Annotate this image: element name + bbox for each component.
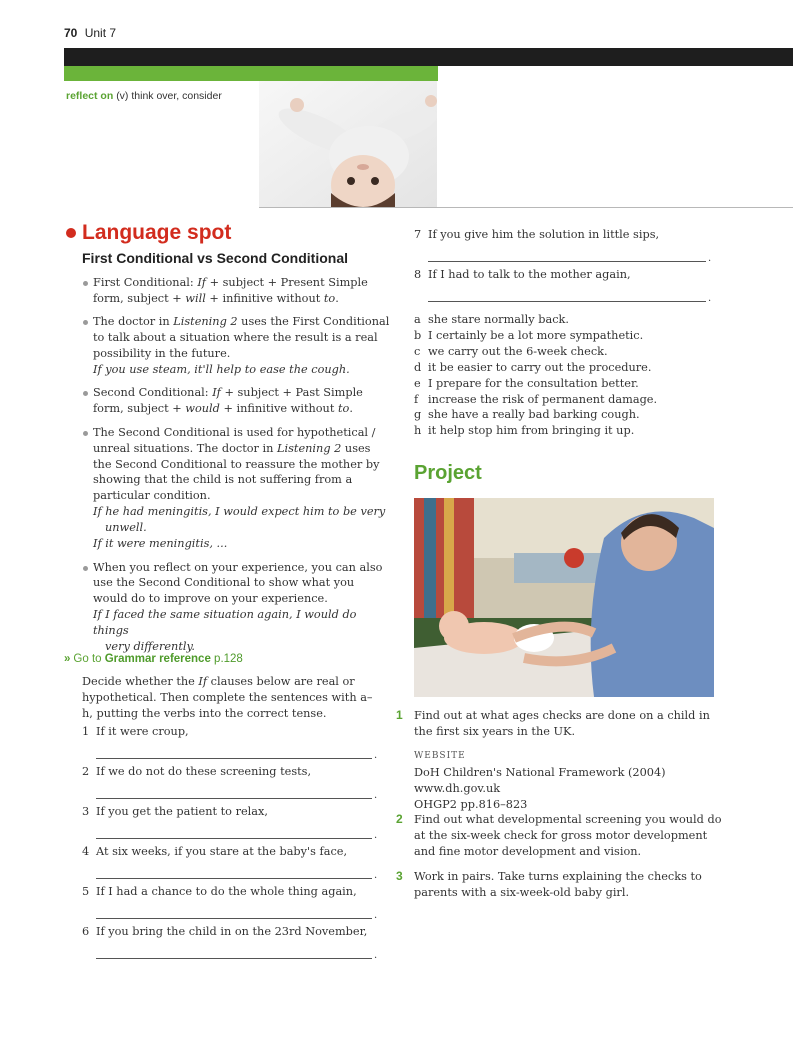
text: .: [374, 790, 378, 801]
question-item: [82, 765, 382, 805]
page-header: [64, 26, 116, 40]
question-text: If you give him the solution in little sips,: [428, 228, 660, 241]
text: b: [414, 328, 422, 342]
grammar-bullets: [80, 275, 390, 662]
double-chevron-right-icon: »: [64, 653, 71, 665]
text: Grammar reference: [104, 653, 211, 665]
answer-line[interactable]: [96, 838, 372, 839]
answer-option: [414, 392, 714, 408]
text: uses the First Conditional to talk about a situation where the result is a real possibility in the future.: [93, 315, 390, 361]
language-spot-heading: Language spot: [82, 221, 232, 244]
text: c: [414, 344, 421, 358]
text: would: [185, 402, 220, 416]
text: The doctor in: [93, 315, 174, 329]
text: Listening 2: [173, 315, 238, 329]
question-text: If I had a chance to do the whole thing again,: [96, 885, 357, 898]
answer-line[interactable]: [96, 918, 372, 919]
text: Decide whether the: [82, 675, 199, 688]
project-task: [396, 708, 726, 740]
text: .: [374, 910, 378, 921]
answer-option: [414, 376, 714, 392]
bullet-second-conditional-use: [80, 425, 390, 552]
question-number: 6: [82, 925, 90, 938]
text: we carry out the 6-week check.: [428, 344, 608, 358]
answer-line[interactable]: [428, 261, 706, 262]
example-sentence: [93, 362, 390, 378]
question-item: [82, 925, 382, 965]
text: uses the Second Conditional to reassure the mother by showing that the child is not suffering from a particular condition.: [93, 441, 380, 503]
question-item: [82, 845, 382, 885]
question-text: If I had to talk to the mother again,: [428, 268, 631, 281]
answer-line[interactable]: [96, 758, 372, 759]
text: .: [374, 950, 378, 961]
baby-photo: [259, 81, 437, 207]
text: Go to: [73, 653, 105, 665]
text: I certainly be a lot more sympathetic.: [428, 328, 644, 342]
answer-line[interactable]: [428, 301, 706, 302]
question-text: If you bring the child in on the 23rd November,: [96, 925, 368, 938]
text: increase the risk of permanent damage.: [428, 392, 658, 406]
answer-option: [414, 407, 714, 423]
project-task: [396, 812, 726, 860]
text: she have a really bad barking cough.: [428, 408, 640, 422]
text: First Conditional:: [93, 276, 198, 289]
task-number: 1: [396, 708, 403, 722]
bullet-dot-icon: [66, 228, 76, 238]
glossary-definition: (v) think over, consider: [116, 90, 222, 102]
text: + infinitive without: [205, 291, 324, 305]
text: + infinitive without: [219, 402, 338, 416]
text: If he had meningitis, I would expect him to be very: [93, 505, 386, 519]
task-number: 2: [396, 812, 403, 827]
question-item: [82, 805, 382, 845]
text: Second Conditional:: [93, 386, 213, 400]
text: If you use steam, it'll help to ease the cough.: [93, 363, 350, 377]
text: .: [374, 830, 378, 841]
answer-option: [414, 328, 714, 344]
text: I prepare for the consultation better.: [428, 376, 639, 390]
project-tasks: [396, 708, 726, 910]
question-number: 8: [414, 268, 422, 281]
question-item: [414, 228, 714, 268]
text: e: [414, 376, 421, 390]
text: it be easier to carry out the procedure.: [428, 360, 652, 374]
text: p.128: [210, 653, 243, 665]
text: a: [414, 313, 421, 326]
website-title: DoH Children's National Framework (2004): [414, 765, 666, 779]
exercise-questions-left: [82, 725, 382, 965]
text: h: [414, 424, 422, 438]
answer-line[interactable]: [96, 798, 372, 799]
question-number: 4: [82, 845, 90, 858]
glossary-note: [66, 89, 246, 103]
answer-option: [414, 423, 714, 439]
glossary-term: reflect on: [66, 90, 114, 102]
exercise-questions-right: [414, 228, 714, 308]
grammar-reference-link[interactable]: [64, 653, 243, 665]
text: + subject + Present Simple form, subject +: [93, 276, 368, 305]
answer-line[interactable]: [96, 958, 372, 959]
text: .: [374, 750, 378, 761]
text: When you reflect on your experience, you can also use the Second Conditional to show what you would do to improve on your experience.: [93, 560, 383, 606]
text: clauses below are real or hypothetical. Then complete the sentences with a–h, putting the verbs into the correct tense.: [82, 675, 373, 720]
page-number: 70: [64, 26, 78, 40]
question-number: 2: [82, 765, 90, 778]
question-text: At six weeks, if you stare at the baby's face,: [96, 845, 348, 858]
question-item: [82, 725, 382, 765]
text: f: [414, 392, 419, 406]
text: .: [374, 870, 378, 881]
text: If: [212, 386, 221, 400]
text: If I faced the same situation again, I would do things: [93, 608, 357, 638]
bullet-first-conditional: [80, 275, 390, 307]
text: very differently.: [105, 640, 195, 654]
question-number: 3: [82, 805, 90, 818]
bullet-reflect: [80, 560, 390, 655]
text: .: [708, 293, 712, 304]
question-number: 5: [82, 885, 90, 898]
task-text: Find out at what ages checks are done on a child in the first six years in the UK.: [414, 709, 710, 738]
text: .: [349, 402, 353, 416]
task-text: Work in pairs. Take turns explaining the checks to parents with a six-week-old baby girl.: [414, 870, 702, 900]
bullet-first-conditional-use: [80, 314, 390, 378]
project-task: [396, 869, 726, 901]
doctor-baby-photo: [414, 498, 714, 697]
answer-option: [414, 312, 714, 328]
text: + subject + Past Simple form, subject +: [93, 386, 363, 416]
text: If: [197, 276, 206, 289]
answer-option: [414, 344, 714, 360]
text: The Second Conditional is used for hypothetical / unreal situations. The doctor in: [93, 425, 376, 455]
example-sentence: [93, 607, 390, 655]
question-text: If it were croup,: [96, 725, 189, 738]
text: If: [198, 675, 208, 688]
question-number: 7: [414, 228, 422, 241]
text: d: [414, 360, 422, 374]
website-reference: [396, 749, 726, 813]
question-item: [414, 268, 714, 308]
answer-option: [414, 360, 714, 376]
website-label: WEBSITE: [414, 750, 466, 761]
example-sentence: [93, 504, 390, 552]
text: .: [335, 291, 339, 305]
text: If it were meningitis, ...: [93, 537, 228, 551]
text: it help stop him from bringing it up.: [428, 424, 635, 438]
question-text: If you get the patient to relax,: [96, 805, 268, 818]
question-item: [82, 885, 382, 925]
text: will: [185, 291, 206, 305]
section-divider: [259, 207, 793, 208]
text: g: [414, 408, 422, 422]
accent-bar: [64, 66, 438, 81]
unit-label: Unit 7: [84, 26, 117, 40]
text: .: [708, 253, 712, 264]
task-text: Find out what developmental screening you would do at the six-week check for gross motor development and fine motor development and vision.: [414, 813, 722, 859]
answer-line[interactable]: [96, 878, 372, 879]
text: to: [337, 402, 350, 416]
text: Listening 2: [277, 441, 342, 455]
answer-options: [414, 312, 714, 439]
language-spot-title: [66, 221, 231, 245]
bullet-second-conditional: [80, 385, 390, 417]
text: to: [323, 291, 336, 305]
exercise-instructions: [82, 674, 382, 722]
text: she stare normally back.: [428, 313, 569, 326]
question-number: 1: [82, 725, 90, 738]
project-title: Project: [414, 462, 482, 484]
language-spot-subtitle: First Conditional vs Second Conditional: [82, 250, 349, 266]
header-bar: [64, 48, 793, 66]
text: unwell.: [105, 521, 147, 535]
question-text: If we do not do these screening tests,: [96, 765, 312, 778]
book-reference: OHGP2 pp.816–823: [414, 797, 528, 811]
website-url[interactable]: www.dh.gov.uk: [414, 781, 501, 795]
task-number: 3: [396, 869, 403, 884]
